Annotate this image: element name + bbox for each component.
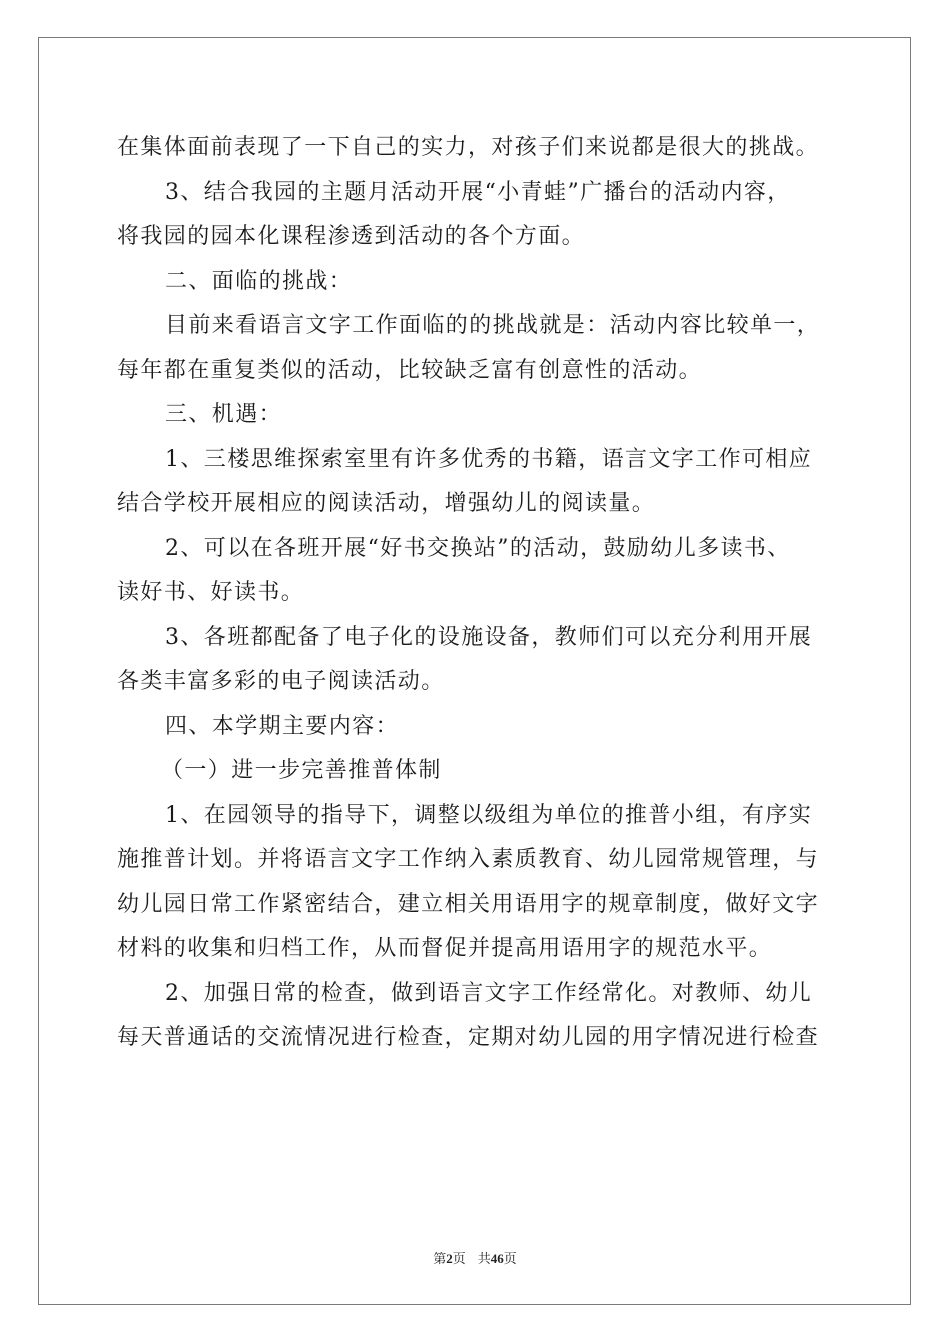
page-footer [0, 1248, 950, 1267]
text-line: 读好书、好读书。 [117, 580, 305, 605]
total-prefix: 共 [477, 1251, 491, 1266]
total-suffix: 页 [503, 1251, 517, 1266]
page-prefix: 第 [433, 1251, 447, 1266]
text-line: 每年都在重复类似的活动，比较缺乏富有创意性的活动。 [117, 357, 703, 383]
document-body [117, 126, 837, 1061]
text-line: 目前来看语言文字工作面临的的挑战就是：活动内容比较单一， [165, 313, 821, 338]
text-line: 在集体面前表现了一下自己的实力，对孩子们来说都是很大的挑战。 [117, 135, 820, 160]
text-line: 将我园的园本化课程渗透到活动的各个方面。 [117, 224, 586, 249]
text-line: 3、结合我园的主题月活动开展“小青蛙”广播台的活动内容， [165, 179, 791, 205]
text-line: 材料的收集和归档工作，从而督促并提高用语用字的规范水平。 [117, 936, 773, 961]
total-pages: 46 [490, 1251, 504, 1266]
section-heading: 三、机遇： [165, 402, 283, 427]
text-line: 幼儿园日常工作紧密结合，建立相关用语用字的规章制度，做好文字 [117, 891, 820, 917]
subsection-heading: （一）进一步完善推普体制 [161, 758, 442, 783]
text-line: 1、三楼思维探索室里有许多优秀的书籍，语言文字工作可相应 [165, 446, 813, 472]
text-line: 2、加强日常的检查，做到语言文字工作经常化。对教师、幼儿 [165, 980, 813, 1006]
text-line: 1、在园领导的指导下，调整以级组为单位的推普小组，有序实 [165, 802, 813, 828]
text-line: 结合学校开展相应的阅读活动，增强幼儿的阅读量。 [117, 491, 656, 516]
section-heading: 二、面临的挑战： [165, 268, 353, 294]
text-line: 3、各班都配备了电子化的设施设备，教师们可以充分利用开展 [165, 624, 813, 650]
text-line: 施推普计划。并将语言文字工作纳入素质教育、幼儿园常规管理，与 [117, 847, 820, 872]
section-heading: 四、本学期主要内容： [165, 713, 400, 739]
page-suffix: 页 [452, 1251, 466, 1266]
text-line: 每天普通话的交流情况进行检查，定期对幼儿园的用字情况进行检查 [117, 1025, 820, 1050]
page-number: 2 [446, 1251, 453, 1266]
text-line: 各类丰富多彩的电子阅读活动。 [117, 669, 445, 694]
text-line: 2、可以在各班开展“好书交换站”的活动，鼓励幼儿多读书、 [165, 535, 791, 561]
